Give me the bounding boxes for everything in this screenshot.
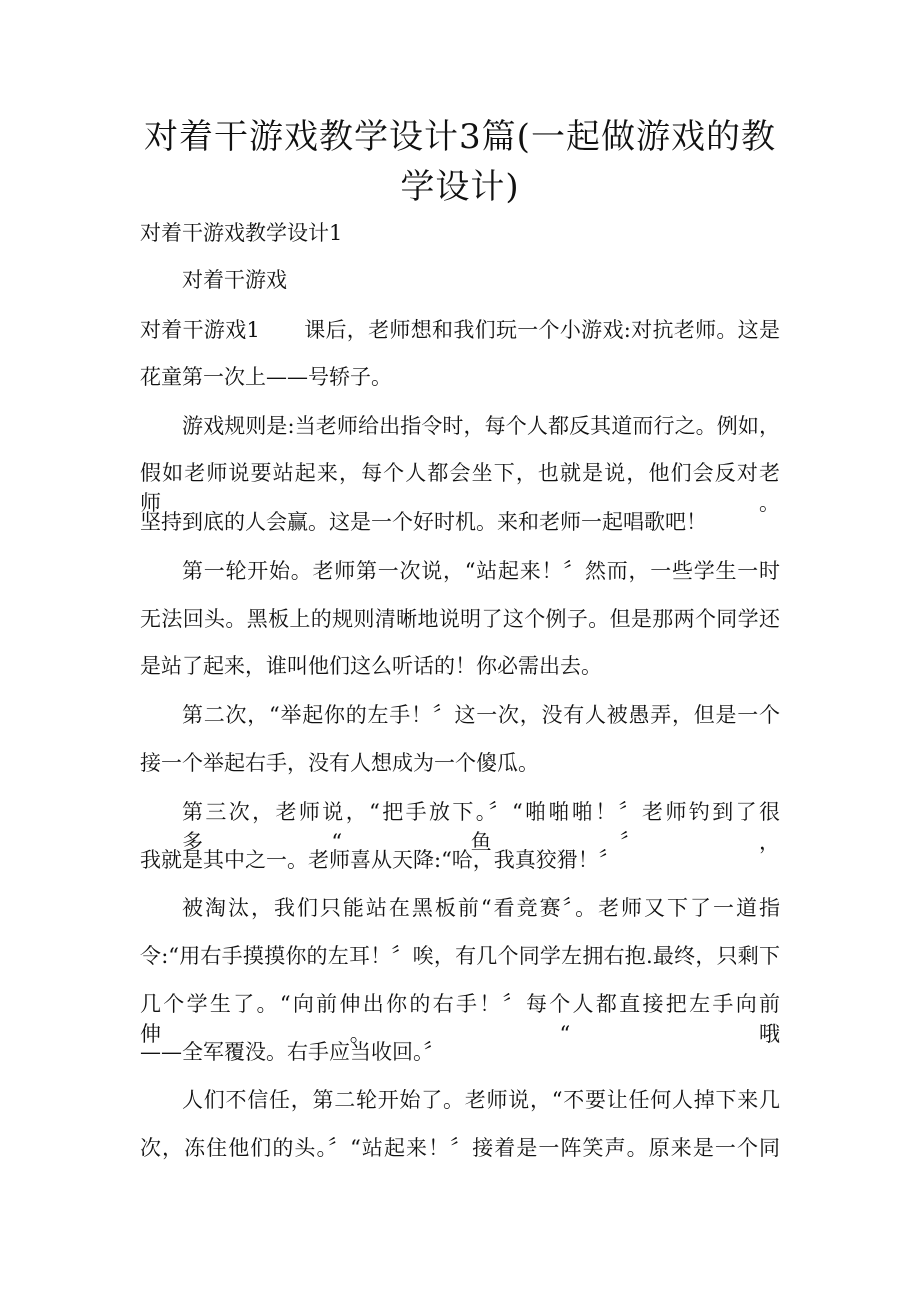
paragraph-line: 我就是其中之一。老师喜从天降:“哈，我真狡猾！〞 <box>140 848 620 872</box>
section-heading: 对着干游戏教学设计1 <box>140 221 343 245</box>
paragraph-line: ——全军覆没。右手应当收回。〞 <box>140 1040 445 1064</box>
paragraph-line: 第二次，“举起你的左手！〞这一次，没有人被愚弄，但是一个 <box>182 703 780 727</box>
paragraph-line: 第三次，老师说，“把手放下。〞“啪啪啪！〞老师钓到了很多“鱼〞， <box>182 800 780 854</box>
title-line-1: 对着干游戏教学设计3篇(一起做游戏的教 <box>144 117 776 157</box>
paragraph-line: 花童第一次上——号轿子。 <box>140 365 392 389</box>
paragraph-line: 接一个举起右手，没有人想成为一个傻瓜。 <box>140 751 539 775</box>
paragraph-line: 几个学生了。“向前伸出你的右手！〞每个人都直接把左手向前伸。“哦 <box>140 992 780 1046</box>
line-prefix: 对着干游戏1 <box>140 318 260 342</box>
paragraph-line: 无法回头。黑板上的规则清晰地说明了这个例子。但是那两个同学还 <box>140 607 780 631</box>
paragraph-line: 次，冻住他们的头。〞“站起来！〞接着是一阵笑声。原来是一个同 <box>140 1136 780 1160</box>
paragraph-line: 令:“用右手摸摸你的左耳！〞唉，有几个同学左拥右抱.最终，只剩下 <box>140 944 780 968</box>
title-line-2: 学设计) <box>400 167 520 207</box>
paragraph-line: 第一轮开始。老师第一次说，“站起来！〞然而，一些学生一时 <box>182 559 780 583</box>
paragraph-line <box>140 315 780 345</box>
paragraph-line: 游戏规则是:当老师给出指令时，每个人都反其道而行之。例如， <box>182 414 780 438</box>
paragraph-line: 坚持到底的人会赢。这是一个好时机。来和老师一起唱歌吧！ <box>140 510 707 534</box>
document-title <box>120 112 800 212</box>
paragraph-line: 假如老师说要站起来，每个人都会坐下，也就是说，他们会反对老师。 <box>140 461 780 515</box>
paragraph-line: 被淘汰，我们只能站在黑板前“看竞赛〞。老师又下了一道指 <box>182 896 780 920</box>
paragraph-line: 是站了起来，谁叫他们这么听话的！你必需出去。 <box>140 654 602 678</box>
paragraph-line: 人们不信任，第二轮开始了。老师说，“不要让任何人掉下来几 <box>182 1088 780 1112</box>
subheading: 对着干游戏 <box>182 268 287 292</box>
line-text: 课后，老师想和我们玩一个小游戏:对抗老师。这是 <box>303 318 780 342</box>
